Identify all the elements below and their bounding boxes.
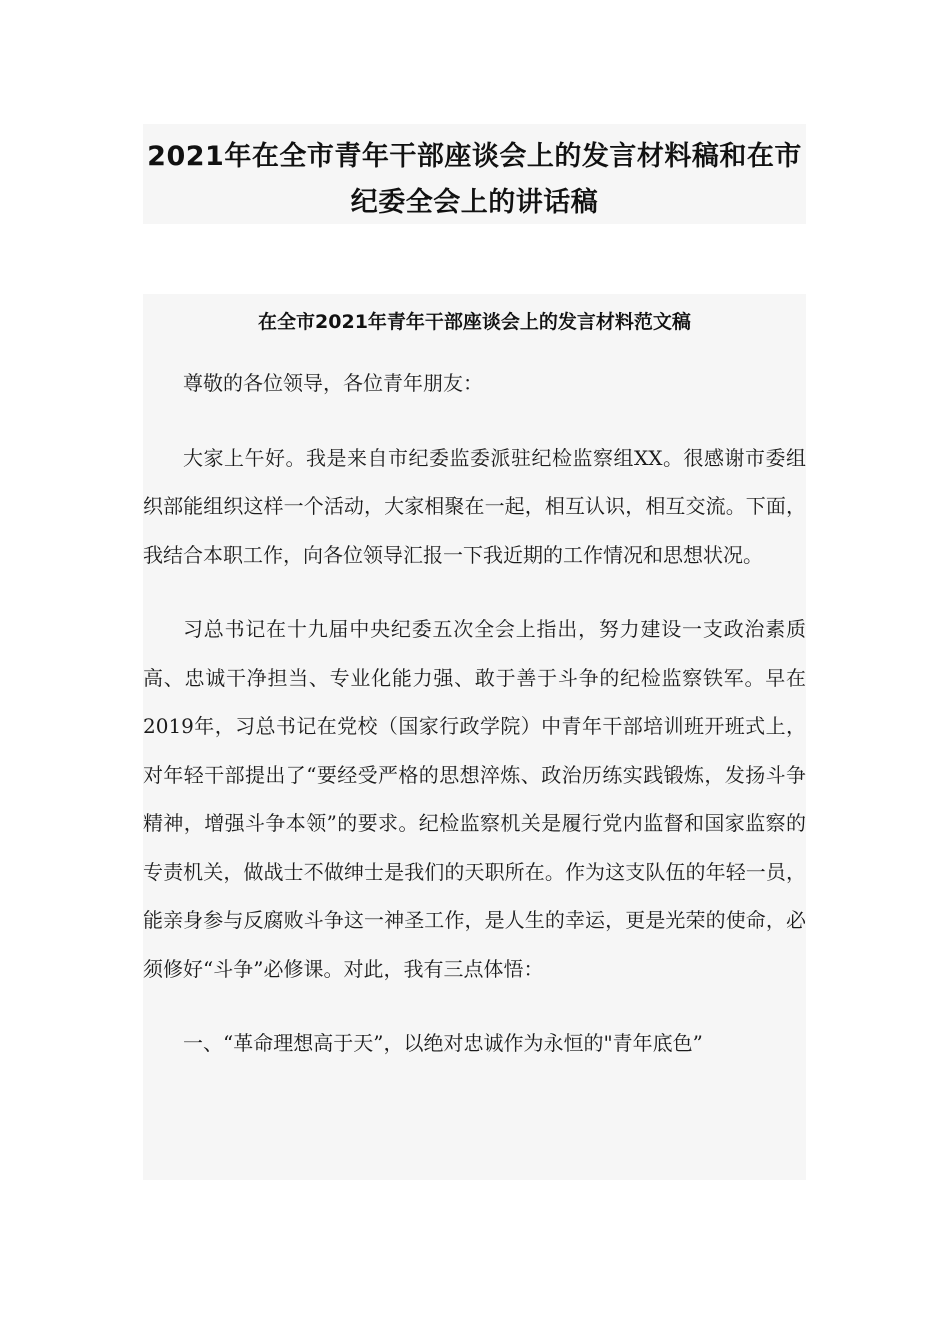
document-title: 2021年在全市青年干部座谈会上的发言材料稿和在市纪委全会上的讲话稿: [147, 141, 802, 218]
paragraph-salutation: 尊敬的各位领导，各位青年朋友：: [183, 371, 483, 395]
paragraph-body: 习总书记在十九届中央纪委五次全会上指出，努力建设一支政治素质高、忠诚干净担当、专业化能力强、敢于善于斗争的纪检监察铁军。早在2019年，习总书记在党校（国家行政学院）中青年干部培训班开班式上，对年轻干部提出了“要经受严格的思想淬炼、政治历练实践锻炼，发扬斗争精神，增强斗争本领”的要求。纪检监察机关是履行党内监督和国家监察的专责机关，做战士不做绅士是我们的天职所在。作为这支队伍的年轻一员，能亲身参与反腐败斗争这一神圣工作，是人生的幸运，更是光荣的使命，必须修好“斗争”必修课。对此，我有三点体悟：: [143, 617, 806, 981]
title-block: [143, 124, 806, 224]
paragraph-greeting: 大家上午好。我是来自市纪委监委派驻纪检监察组XX。很感谢市委组织部能组织这样一个活动，大家相聚在一起，相互认识，相互交流。下面，我结合本职工作，向各位领导汇报一下我近期的工作情况和思想状况。: [143, 445, 806, 567]
document-subtitle: 在全市2021年青年干部座谈会上的发言材料范文稿: [258, 311, 691, 333]
content-block: [143, 294, 806, 1180]
section-heading-1: 一、“革命理想高于天”，以绝对忠诚作为永恒的"青年底色”: [183, 1031, 703, 1055]
